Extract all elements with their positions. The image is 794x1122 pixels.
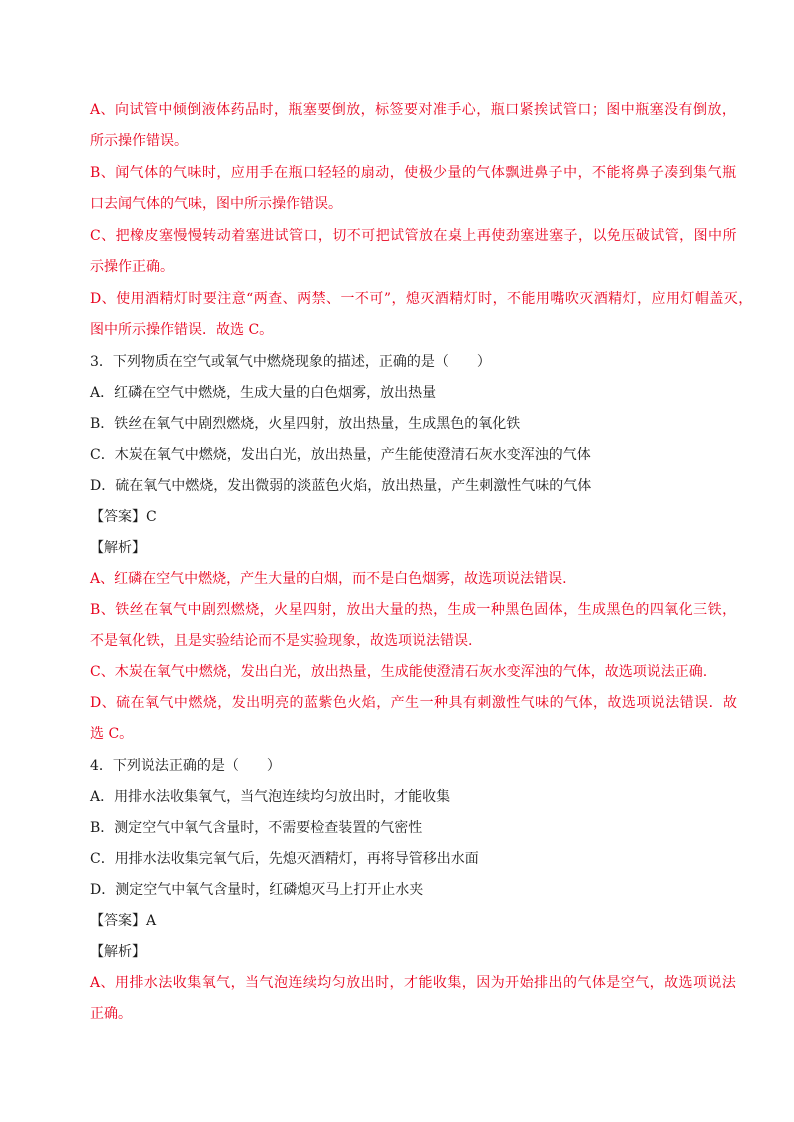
question-3-option-b: B．铁丝在氧气中剧烈燃烧，火星四射，放出热量，生成黑色的氧化铁 <box>90 416 521 432</box>
question-4-analysis-label: 【解析】 <box>90 944 146 960</box>
question-3-analysis-line: D、硫在氧气中燃烧，发出明亮的蓝紫色火焰，产生一种具有刺激性气味的气体，故选项说法错误．故 <box>90 695 738 711</box>
question-4-option-a: A．用排水法收集氧气，当气泡连续均匀放出时，才能收集 <box>90 789 451 805</box>
question-3-analysis-label: 【解析】 <box>90 540 146 556</box>
prev-analysis-line: D、使用酒精灯时要注意“两查、两禁、一不可”，熄灭酒精灯时，不能用嘴吹灭酒精灯，应用灯帽盖灭， <box>90 291 753 307</box>
question-3-analysis-line: A、红磷在空气中燃烧，产生大量的白烟，而不是白色烟雾，故选项说法错误. <box>90 571 567 587</box>
question-3-option-d: D．硫在氧气中燃烧，发出微弱的淡蓝色火焰，放出热量，产生刺激性气味的气体 <box>90 478 592 494</box>
question-4-answer: 【答案】A <box>90 913 157 929</box>
question-4-analysis-line: 正确。 <box>90 1006 132 1022</box>
question-3-analysis-line: C、木炭在氧气中燃烧，发出白光，放出热量，生成能使澄清石灰水变浑浊的气体，故选项说法正确. <box>90 664 708 680</box>
question-3-answer: 【答案】C <box>90 509 157 525</box>
prev-analysis-line: C、把橡皮塞慢慢转动着塞进试管口，切不可把试管放在桌上再使劲塞进塞子，以免压破试管，图中所 <box>90 228 737 244</box>
prev-analysis-line: B、闻气体的气味时，应用手在瓶口轻轻的扇动，使极少量的气体飘进鼻子中，不能将鼻子凑到集气瓶 <box>90 165 737 181</box>
question-3-option-c: C．木炭在氧气中燃烧，发出白光，放出热量，产生能使澄清石灰水变浑浊的气体 <box>90 447 591 463</box>
question-4-option-d: D．测定空气中氧气含量时，红磷熄灭马上打开止水夹 <box>90 882 424 898</box>
question-3-analysis-line: 不是氧化铁，且是实验结论而不是实验现象，故选项说法错误. <box>90 633 473 649</box>
prev-analysis-line: A、向试管中倾倒液体药品时，瓶塞要倒放，标签要对准手心，瓶口紧挨试管口；图中瓶塞没有倒放， <box>90 102 737 118</box>
question-3-option-a: A．红磷在空气中燃烧，生成大量的白色烟雾，放出热量 <box>90 385 437 401</box>
question-4-option-c: C．用排水法收集完氧气后，先熄灭酒精灯，再将导管移出水面 <box>90 851 479 867</box>
prev-analysis-line: 口去闻气体的气味，图中所示操作错误。 <box>90 196 342 212</box>
question-3-stem: 3．下列物质在空气或氧气中燃烧现象的描述，正确的是（ ） <box>90 354 491 370</box>
prev-analysis-line: 示操作正确。 <box>90 259 174 275</box>
question-3-analysis-line: B、铁丝在氧气中剧烈燃烧，火星四射，放出大量的热，生成一种黑色固体，生成黑色的四氧化三铁， <box>90 602 737 618</box>
prev-analysis-line: 所示操作错误。 <box>90 133 188 149</box>
question-4-option-b: B．测定空气中氧气含量时，不需要检查装置的气密性 <box>90 820 423 836</box>
question-4-analysis-line: A、用排水法收集氧气，当气泡连续均匀放出时，才能收集，因为开始排出的气体是空气，故选项说法 <box>90 975 737 991</box>
question-3-analysis-line: 选 C。 <box>90 726 134 742</box>
prev-analysis-line: 图中所示操作错误．故选 C。 <box>90 322 274 338</box>
question-4-stem: 4．下列说法正确的是（ ） <box>90 758 281 774</box>
